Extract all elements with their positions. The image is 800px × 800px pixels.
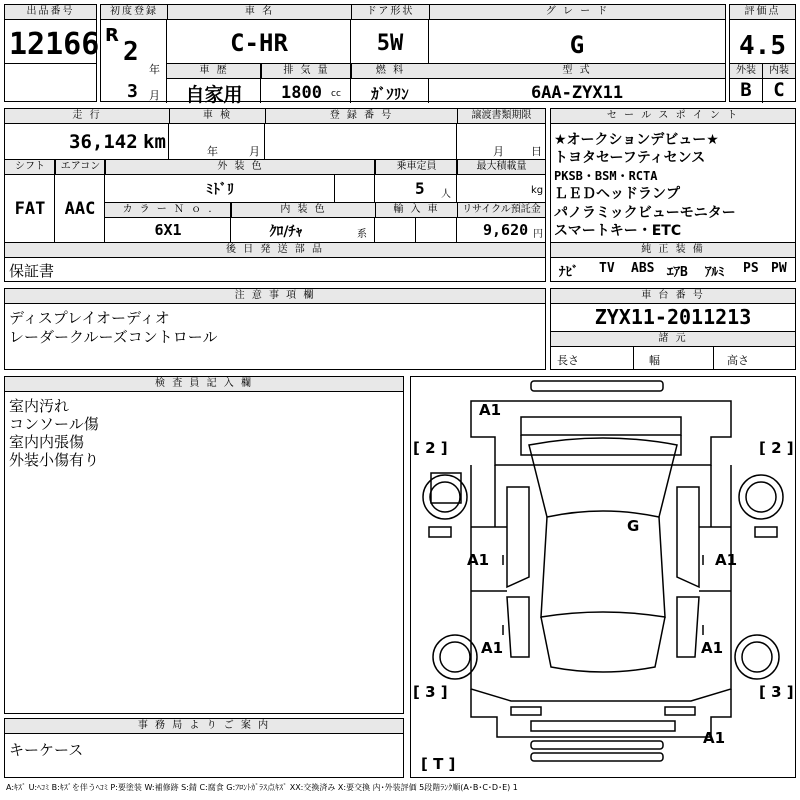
- import-label: 輸 入 車: [375, 203, 457, 218]
- notes-line: ディスプレイオーディオ: [9, 309, 170, 327]
- tire-front-right: [ 2 ]: [759, 439, 794, 457]
- sales-line: ★オークションデビュー★: [554, 132, 719, 148]
- notes-label: 注 意 事 項 欄: [5, 289, 545, 304]
- capacity: 5: [415, 179, 425, 198]
- load-label: 最大積載量: [457, 160, 545, 175]
- sales-line: ＬＥＤヘッドランプ: [554, 186, 680, 202]
- history-label: 車 歴: [167, 64, 261, 79]
- model-label: 型 式: [429, 64, 725, 79]
- tire-rear-left: [ 3 ]: [413, 683, 448, 701]
- notes-box: [4, 288, 546, 370]
- model: 6AA-ZYX11: [530, 83, 624, 103]
- lot-number: 12166: [9, 27, 100, 62]
- mark-right-door-a1: A1: [715, 551, 738, 569]
- ac-label: エアコン: [55, 160, 105, 175]
- sales-line: パノラミックビューモニター: [554, 205, 736, 221]
- load-unit: kg: [531, 185, 544, 196]
- length-label: 長さ: [557, 354, 579, 367]
- shift-label: シフト: [5, 160, 55, 175]
- intcolor-label: 内 装 色: [231, 203, 375, 218]
- recycle: 9,620: [483, 221, 529, 239]
- height-label: 高さ: [727, 354, 749, 367]
- inspector-line: 室内汚れ: [9, 397, 70, 415]
- fuel: ｶﾞｿﾘﾝ: [371, 85, 409, 103]
- lot-box: [4, 4, 100, 102]
- grade-label: グ レ ー ド: [429, 5, 725, 20]
- inspector-line: 室内内張傷: [9, 433, 85, 451]
- recycle-label: リサイクル預託金: [457, 203, 545, 218]
- color: ﾐﾄﾞﾘ: [206, 182, 234, 198]
- mark-left-door-a1: A1: [467, 551, 490, 569]
- inspector-line: コンソール傷: [9, 415, 99, 433]
- tire-rear-right: [ 3 ]: [759, 683, 794, 701]
- inspection-month-unit: 月: [249, 145, 260, 158]
- sales-line: スマートキー・ETC: [554, 223, 682, 239]
- mark-front-a1: A1: [479, 401, 502, 419]
- year-unit: 年: [149, 63, 160, 76]
- score: 4.5: [739, 31, 786, 61]
- capacity-unit: 人: [441, 189, 451, 200]
- office-label: 事 務 局 よ り ご 案 内: [5, 719, 403, 734]
- era: R: [105, 25, 119, 46]
- door-type: 5W: [376, 31, 404, 56]
- sales-line: PKSB・BSM・RCTA: [554, 169, 658, 183]
- car-diagram: [411, 377, 795, 777]
- equipment-label: 純 正 装 備: [551, 243, 795, 258]
- equipment-item: TV: [599, 261, 615, 276]
- car-name-label: 車 名: [167, 5, 351, 20]
- displacement: 1800: [281, 83, 322, 103]
- inspection-year-unit: 年: [207, 145, 218, 158]
- recycle-unit: 円: [533, 229, 543, 240]
- dims-label: 諸 元: [551, 332, 795, 347]
- colorno: 6X1: [154, 221, 182, 239]
- displacement-unit: cc: [331, 89, 341, 99]
- inspector-label: 検 査 員 記 入 欄: [5, 377, 403, 392]
- equipment-item: ﾅﾋﾞ: [559, 265, 579, 280]
- shift: FAT: [14, 199, 46, 219]
- mark-roof-g: G: [627, 517, 640, 535]
- month-unit: 月: [149, 89, 160, 102]
- car-diagram-box: [410, 376, 796, 778]
- score-label: 評価点: [730, 5, 795, 20]
- transfer-label: 譲渡書類期限: [457, 109, 545, 124]
- transfer-month-unit: 月: [493, 145, 504, 158]
- ac: AAC: [64, 199, 96, 219]
- sales-label: セ ー ル ス ポ イ ン ト: [551, 109, 795, 124]
- inspector-box: [4, 376, 404, 714]
- mark-left-rear-a1: A1: [481, 639, 504, 657]
- mark-rear-a1: A1: [703, 729, 726, 747]
- equipment-item: PW: [771, 261, 787, 276]
- info-box: [4, 108, 546, 282]
- colorno-label: カ ラ ー Ｎ ｏ .: [105, 203, 231, 218]
- mileage: 36,142: [69, 131, 138, 153]
- equipment-item: ｴｱB: [667, 265, 688, 280]
- score-box: [729, 4, 796, 102]
- reg-year: 2: [123, 37, 139, 67]
- fuel-label: 燃 料: [351, 64, 429, 79]
- chassis-box: [550, 288, 796, 370]
- regno-label: 登 録 番 号: [265, 109, 457, 124]
- office-box: [4, 718, 404, 778]
- history: 自家用: [185, 84, 243, 106]
- car-name: C-HR: [230, 29, 288, 57]
- sales-line: トヨタセーフティセンス: [554, 150, 706, 166]
- intcolor: ｸﾛ/ﾁｬ: [269, 224, 303, 240]
- capacity-label: 乗車定員: [375, 160, 457, 175]
- grade: G: [569, 31, 585, 59]
- exterior-label: 外装: [730, 64, 762, 79]
- chassis-number: ZYX11-2011213: [594, 305, 752, 329]
- equipment-item: ABS: [631, 261, 655, 276]
- inspection-label: 車 検: [169, 109, 265, 124]
- exterior-grade: B: [740, 79, 752, 101]
- first-reg-label: 初度登録: [101, 5, 167, 20]
- legend: A:ｷｽﾞ U:ﾍｺﾐ B:ｷｽﾞを伴うﾍｺﾐ P:要塗装 W:補修跡 S:錆 C:腐食 G:ﾌﾛﾝﾄｶﾞﾗｽ点ｷｽﾞ XX:交換済み X:要交換 内･外装評価 5段階ﾗﾝｸ順(A･B･C･D･E) 1: [6, 783, 518, 792]
- header-main-box: [100, 4, 726, 106]
- mark-right-rear-a1: A1: [701, 639, 724, 657]
- reg-month: 3: [127, 81, 138, 102]
- chassis-label: 車 台 番 号: [551, 289, 795, 304]
- mileage-unit: km: [143, 131, 166, 153]
- office-value: キーケース: [9, 741, 84, 759]
- delivery-label: 後 日 発 送 部 品: [5, 243, 545, 258]
- transfer-day-unit: 日: [531, 145, 542, 158]
- interior-label: 内装: [762, 64, 795, 79]
- width-label: 幅: [649, 354, 660, 367]
- spare-tire: [ T ]: [421, 755, 456, 773]
- intcolor-unit: 系: [357, 229, 367, 240]
- delivery-value: 保証書: [9, 262, 55, 280]
- equipment-item: ｱﾙﾐ: [705, 265, 725, 280]
- displacement-label: 排 気 量: [261, 64, 351, 79]
- inspector-line: 外装小傷有り: [9, 451, 100, 469]
- door-label: ドア形状: [351, 5, 429, 20]
- sales-box: [550, 108, 796, 282]
- interior-grade: C: [773, 79, 785, 101]
- mileage-label: 走 行: [5, 109, 169, 124]
- equipment-item: PS: [743, 261, 759, 276]
- notes-line: レーダークルーズコントロール: [9, 328, 218, 346]
- color-label: 外 装 色: [105, 160, 375, 175]
- tire-front-left: [ 2 ]: [413, 439, 448, 457]
- lot-label: 出品番号: [5, 5, 96, 20]
